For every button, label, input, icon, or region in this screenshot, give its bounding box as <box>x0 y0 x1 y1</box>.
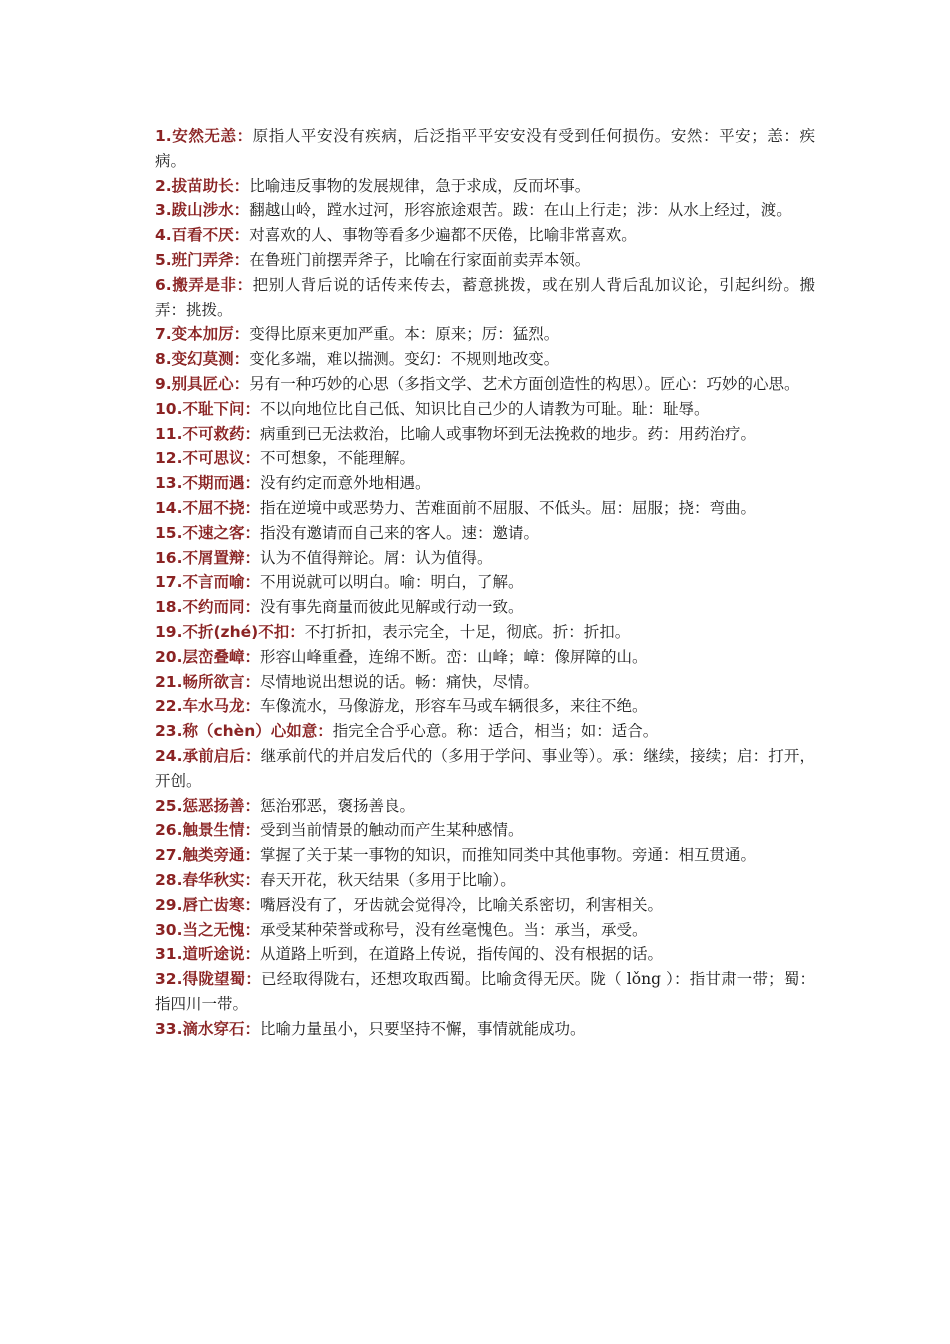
idiom-entry <box>155 918 815 943</box>
idiom-term: 9.别具匠心： <box>155 374 250 393</box>
idiom-entry <box>155 843 815 868</box>
idiom-term: 4.百看不厌： <box>155 226 250 245</box>
idiom-term: 26.触景生情： <box>155 821 260 840</box>
idiom-definition: 比喻违反事物的发展规律，急于求成，反而坏事。 <box>249 176 591 195</box>
idiom-definition: 比喻力量虽小，只要坚持不懈，事情就能成功。 <box>259 1019 586 1038</box>
idiom-definition: 从道路上听到，在道路上传说，指传闻的、没有根据的话。 <box>259 945 663 964</box>
idiom-entry <box>155 868 815 893</box>
idiom-definition: 指没有邀请而自己来的客人。速：邀请。 <box>259 523 539 542</box>
idiom-entry <box>155 620 815 645</box>
idiom-entry <box>155 694 815 719</box>
idiom-entry <box>155 1017 815 1042</box>
idiom-entry <box>155 744 815 794</box>
idiom-entry <box>155 595 815 620</box>
idiom-term: 20.层峦叠嶂： <box>155 647 260 666</box>
idiom-definition: 对喜欢的人、事物等看多少遍都不厌倦，比喻非常喜欢。 <box>249 226 637 245</box>
idiom-definition: 形容山峰重叠，连绵不断。峦：山峰；嶂：像屏障的山。 <box>259 647 648 666</box>
idiom-definition: 原指人平安没有疾病，后泛指平平安安没有受到任何损伤。安然：平安；恙：疾病。 <box>155 127 815 170</box>
idiom-term: 32.得陇望蜀： <box>155 970 262 989</box>
idiom-definition: 病重到已无法救治，比喻人或事物坏到无法挽救的地步。药：用药治疗。 <box>259 424 756 443</box>
idiom-entry <box>155 794 815 819</box>
idiom-term: 24.承前启后： <box>155 746 261 765</box>
idiom-entry <box>155 967 815 1017</box>
idiom-entry <box>155 198 815 223</box>
idiom-term: 30.当之无愧： <box>155 920 260 939</box>
idiom-term: 12.不可思议： <box>155 449 260 468</box>
idiom-term: 14.不屈不挠： <box>155 498 260 517</box>
idiom-entry <box>155 496 815 521</box>
idiom-term: 33.滴水穿石： <box>155 1019 260 1038</box>
idiom-entry <box>155 645 815 670</box>
idiom-entry <box>155 471 815 496</box>
idiom-term: 3.跋山涉水： <box>155 201 250 220</box>
idiom-entry <box>155 719 815 744</box>
idiom-entry <box>155 942 815 967</box>
idiom-term: 19.不折(zhé)不扣： <box>155 622 305 641</box>
idiom-term: 29.唇亡齿寒： <box>155 895 260 914</box>
idiom-term: 28.春华秋实： <box>155 870 260 889</box>
idiom-entry <box>155 670 815 695</box>
idiom-term: 27.触类旁通： <box>155 846 260 865</box>
idiom-term: 6.搬弄是非： <box>155 275 253 294</box>
idiom-term: 7.变本加厉： <box>155 325 250 344</box>
idiom-definition: 翻越山岭，蹚水过河，形容旅途艰苦。跋：在山上行走；涉：从水上经过，渡。 <box>249 201 792 220</box>
idiom-term: 17.不言而喻： <box>155 573 260 592</box>
idiom-definition: 指完全合乎心意。称：适合，相当；如：适合。 <box>332 722 659 741</box>
idiom-definition: 车像流水，马像游龙，形容车马或车辆很多，来往不绝。 <box>259 697 648 716</box>
idiom-term: 31.道听途说： <box>155 945 260 964</box>
idiom-definition: 惩治邪恶，褒扬善良。 <box>259 796 415 815</box>
idiom-term: 8.变幻莫测： <box>155 350 250 369</box>
idiom-definition: 认为不值得辩论。屑：认为值得。 <box>259 548 493 567</box>
idiom-entry <box>155 521 815 546</box>
idiom-entry <box>155 273 815 323</box>
idiom-term: 18.不约而同： <box>155 598 260 617</box>
idiom-entry <box>155 818 815 843</box>
idiom-term: 22.车水马龙： <box>155 697 260 716</box>
idiom-definition: 不可想象，不能理解。 <box>259 449 415 468</box>
idiom-list <box>155 124 815 1041</box>
idiom-term: 15.不速之客： <box>155 523 260 542</box>
idiom-definition: 指在逆境中或恶势力、苦难面前不屈服、不低头。屈：屈服；挠：弯曲。 <box>259 498 756 517</box>
idiom-entry <box>155 248 815 273</box>
idiom-definition: 继承前代的并启发后代的（多用于学问、事业等）。承：继续，接续；启：打开，开创。 <box>155 746 815 790</box>
idiom-term: 1.安然无恙： <box>155 127 253 145</box>
idiom-definition: 春天开花，秋天结果（多用于比喻）。 <box>259 870 516 889</box>
idiom-definition: 另有一种巧妙的心思（多指文学、艺术方面创造性的构思）。匠心：巧妙的心思。 <box>249 374 800 393</box>
idiom-term: 5.班门弄斧： <box>155 250 250 269</box>
idiom-definition: 把别人背后说的话传来传去，蓄意挑拨，或在别人背后乱加议论，引起纠纷。搬弄：挑拨。 <box>155 275 815 319</box>
idiom-definition: 变化多端，难以揣测。变幻：不规则地改变。 <box>249 350 560 369</box>
idiom-entry <box>155 422 815 447</box>
idiom-definition: 已经取得陇右，还想攻取西蜀。比喻贪得无厌。陇（ lǒng ）：指甘肃一带；蜀：指四川一带。 <box>155 970 815 1013</box>
idiom-definition: 不打折扣，表示完全，十足，彻底。折：折扣。 <box>304 622 631 641</box>
idiom-definition: 掌握了关于某一事物的知识，而推知同类中其他事物。旁通：相互贯通。 <box>259 846 756 865</box>
idiom-definition: 没有事先商量而彼此见解或行动一致。 <box>259 598 524 617</box>
idiom-definition: 在鲁班门前摆弄斧子，比喻在行家面前卖弄本领。 <box>249 250 591 269</box>
idiom-definition: 不以向地位比自己低、知识比自己少的人请教为可耻。耻：耻辱。 <box>259 399 710 418</box>
idiom-term: 23.称（chèn）心如意： <box>155 722 333 741</box>
idiom-definition: 不用说就可以明白。喻：明白，了解。 <box>259 573 524 592</box>
idiom-term: 16.不屑置辩： <box>155 548 260 567</box>
idiom-entry <box>155 223 815 248</box>
idiom-entry <box>155 347 815 372</box>
idiom-definition: 嘴唇没有了，牙齿就会觉得冷，比喻关系密切，利害相关。 <box>259 895 663 914</box>
idiom-entry <box>155 570 815 595</box>
idiom-definition: 变得比原来更加严重。本：原来；厉：猛烈。 <box>249 325 560 344</box>
idiom-term: 11.不可救药： <box>155 424 260 443</box>
idiom-term: 13.不期而遇： <box>155 474 260 493</box>
idiom-entry <box>155 372 815 397</box>
idiom-definition: 尽情地说出想说的话。畅：痛快，尽情。 <box>259 672 539 691</box>
idiom-entry <box>155 446 815 471</box>
idiom-entry <box>155 124 815 174</box>
idiom-definition: 承受某种荣誉或称号，没有丝毫愧色。当：承当，承受。 <box>259 920 648 939</box>
idiom-entry <box>155 546 815 571</box>
idiom-entry <box>155 397 815 422</box>
idiom-term: 2.拔苗助长： <box>155 176 250 195</box>
idiom-definition: 没有约定而意外地相遇。 <box>259 474 431 493</box>
idiom-term: 25.惩恶扬善： <box>155 796 260 815</box>
idiom-entry <box>155 322 815 347</box>
idiom-entry <box>155 174 815 199</box>
idiom-term: 21.畅所欲言： <box>155 672 260 691</box>
idiom-entry <box>155 893 815 918</box>
idiom-term: 10.不耻下问： <box>155 399 260 418</box>
idiom-definition: 受到当前情景的触动而产生某种感情。 <box>259 821 524 840</box>
